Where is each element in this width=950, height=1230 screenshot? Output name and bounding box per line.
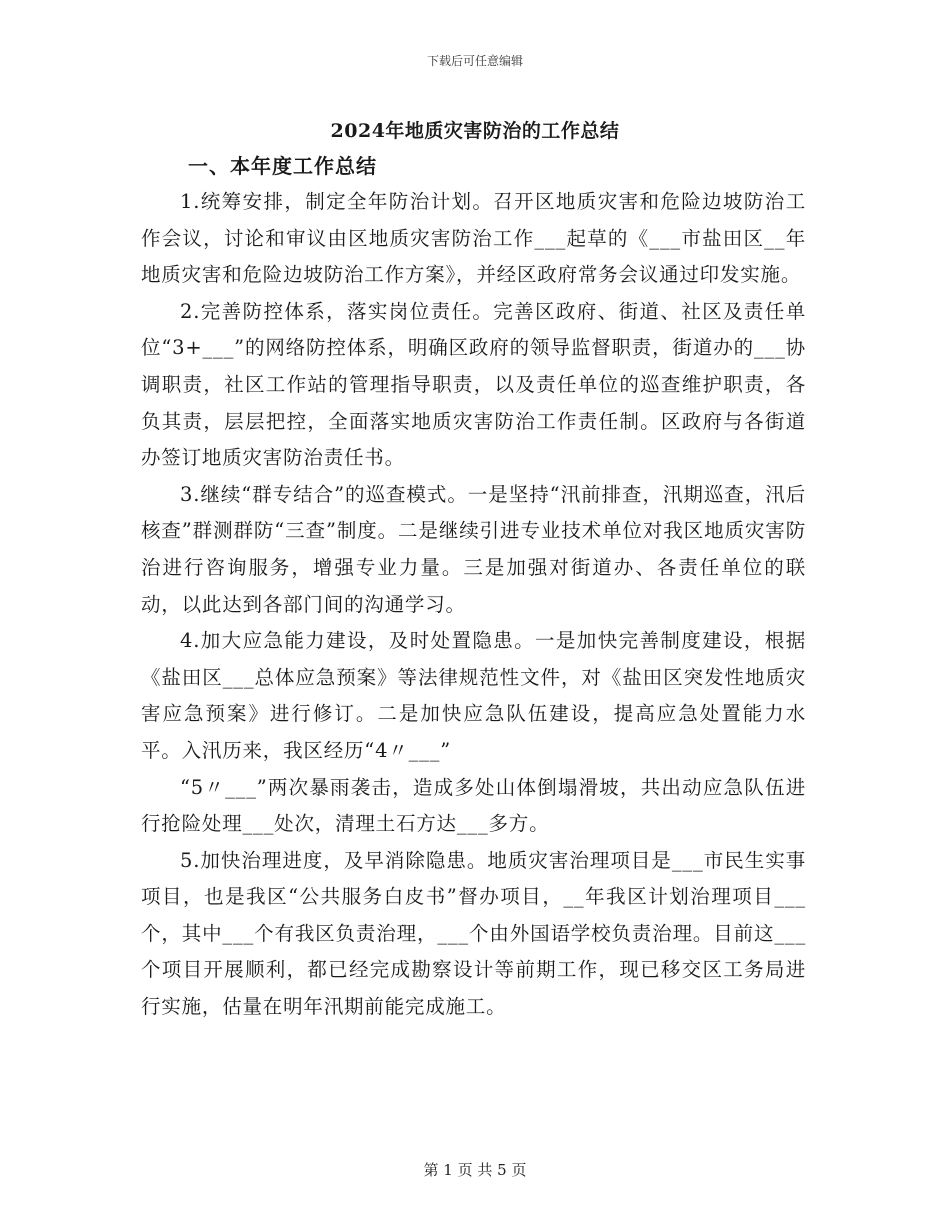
paragraph-1: 1.统筹安排，制定全年防治计划。召开区地质灾害和危险边坡防治工作会议，讨论和审议由区地质灾害防治工作___起草的《___市盐田区__年地质灾害和危险边坡防治工作方案》，并经区政府常务会议通过印发实施。 — [141, 190, 806, 287]
document-body — [141, 184, 806, 1026]
paragraph-2: 2.完善防控体系，落实岗位责任。完善区政府、街道、社区及责任单位“3+___”的网络防控体系，明确区政府的领导监督职责，街道办的___协调职责，社区工作站的管理指导职责，以及责任单位的巡查维护职责，各负其责，层层把控，全面落实地质灾害防治工作责任制。区政府与各街道办签订地质灾害防治责任书。 — [141, 299, 806, 470]
paragraph-4-continued: “5〃___”两次暴雨袭击，造成多处山体倒塌滑坡，共出动应急队伍进行抢险处理___处次，清理土石方达___多方。 — [141, 775, 806, 836]
paragraph-4: 4.加大应急能力建设，及时处置隐患。一是加快完善制度建设，根据《盐田区___总体应急预案》等法律规范性文件，对《盐田区突发性地质灾害应急预案》进行修订。二是加快应急队伍建设，提高应急处置能力水平。入汛历来，我区经历“4〃___” — [141, 629, 806, 762]
paragraph-5: 5.加快治理进度，及早消除隐患。地质灾害治理项目是___市民生实事项目，也是我区“公共服务白皮书”督办项目，__年我区计划治理项目___个，其中___个有我区负责治理，___个由外国语学校负责治理。目前这___个项目开展顺利，都已经完成勘察设计等前期工作，现已移交区工务局进行实施，估量在明年汛期前能完成施工。 — [141, 848, 806, 1019]
section-heading: 一、本年度工作总结 — [188, 154, 377, 178]
document-title: 2024年地质灾害防治的工作总结 — [330, 120, 620, 142]
page-number: 第 1 页 共 5 页 — [423, 1161, 527, 1179]
paragraph-3: 3.继续“群专结合”的巡查模式。一是坚持“汛前排查，汛期巡查，汛后核查”群测群防“三查”制度。二是继续引进专业技术单位对我区地质灾害防治进行咨询服务，增强专业力量。三是加强对街道办、各责任单位的联动，以此达到各部门间的沟通学习。 — [141, 482, 806, 616]
download-edit-note: 下载后可任意编辑 — [426, 54, 523, 68]
